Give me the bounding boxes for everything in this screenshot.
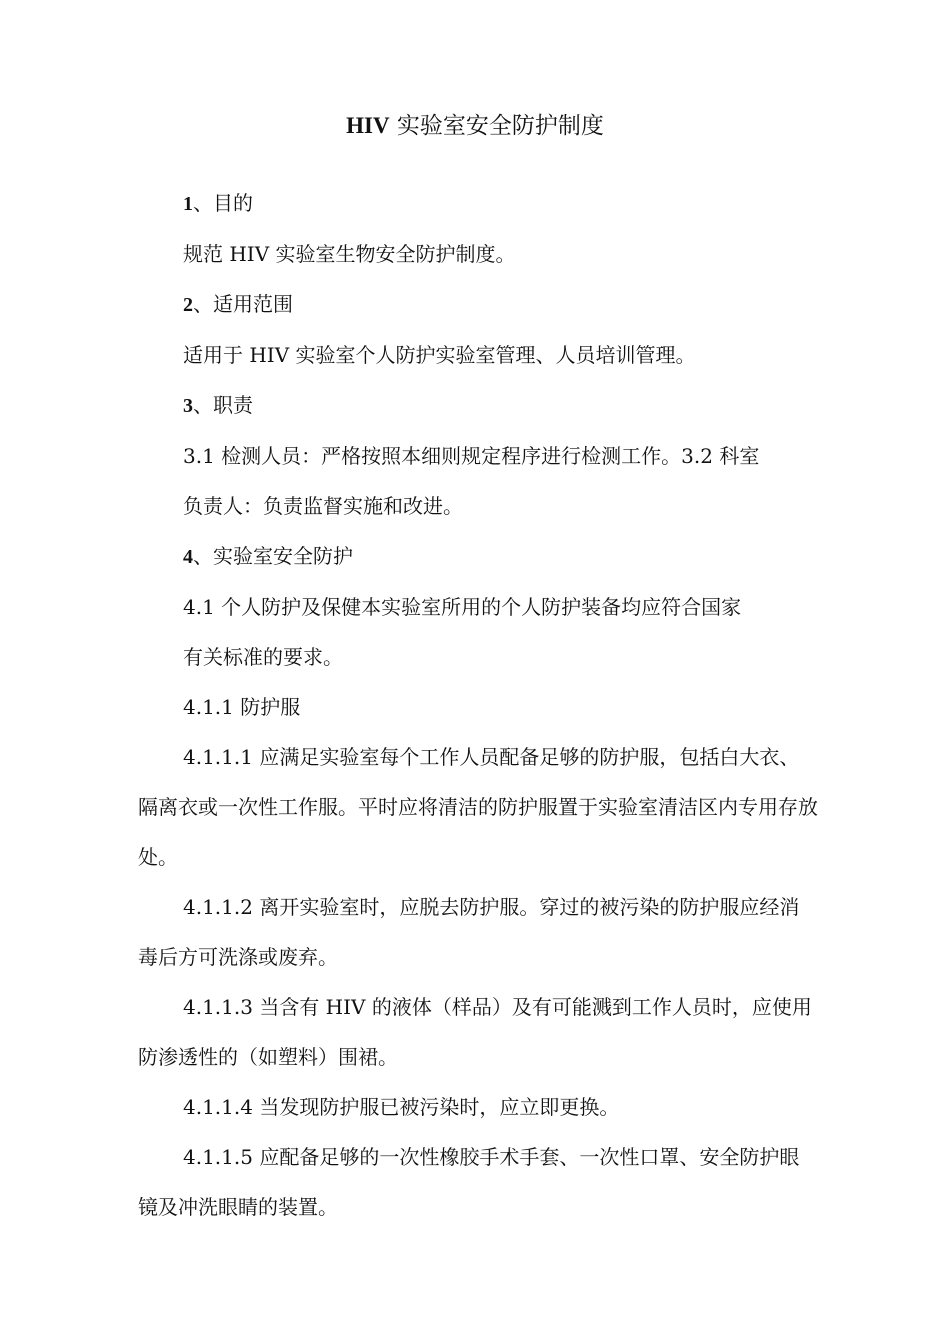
section-4-1-line-2: 有关标准的要求。 <box>183 645 343 669</box>
section-4-1-1-1: 4.1.1.1 应满足实验室每个工作人员配备足够的防护服，包括白大衣、隔离衣或一次性工作服。平时应将清洁的防护服置于实验室清洁区内专用存放处。 <box>138 745 818 869</box>
section-1-heading <box>138 178 818 229</box>
section-1-number: 1 <box>183 193 193 215</box>
section-1-title: 、目的 <box>193 191 253 215</box>
section-2-title: 、适用范围 <box>193 292 293 316</box>
section-4-title: 、实验室安全防护 <box>193 544 353 568</box>
section-4-1-1-3: 4.1.1.3 当含有 HIV 的液体（样品）及有可能溅到工作人员时，应使用防渗透性的（如塑料）围裙。 <box>138 995 812 1069</box>
section-4-1-1: 4.1.1 防护服 <box>183 695 301 719</box>
title-text: 实验室安全防护制度 <box>389 113 604 139</box>
section-4-heading <box>138 531 818 582</box>
section-2-heading <box>138 279 818 330</box>
section-3-number: 3 <box>183 395 193 417</box>
title-latin: HIV <box>346 113 390 138</box>
section-4-1-1-5: 4.1.1.5 应配备足够的一次性橡胶手术手套、一次性口罩、安全防护眼镜及冲洗眼睛的装置。 <box>138 1145 800 1219</box>
document-title <box>0 108 950 144</box>
section-4-number: 4 <box>183 546 193 568</box>
section-3-body-line-1: 3.1 检测人员：严格按照本细则规定程序进行检测工作。3.2 科室 <box>183 444 760 468</box>
section-4-1-1-4: 4.1.1.4 当发现防护服已被污染时，应立即更换。 <box>183 1095 620 1119</box>
section-3-body-line-2: 负责人：负责监督实施和改进。 <box>183 494 463 518</box>
section-3-heading <box>138 380 818 431</box>
section-3-title: 、职责 <box>193 393 253 417</box>
section-4-1-line-1: 4.1 个人防护及保健本实验室所用的个人防护装备均应符合国家 <box>183 595 742 619</box>
section-1-body: 规范 HIV 实验室生物安全防护制度。 <box>183 242 516 266</box>
section-4-1-1-2: 4.1.1.2 离开实验室时，应脱去防护服。穿过的被污染的防护服应经消毒后方可洗涤或废弃。 <box>138 895 800 969</box>
document-body <box>138 178 818 1232</box>
section-2-number: 2 <box>183 294 193 316</box>
section-2-body: 适用于 HIV 实验室个人防护实验室管理、人员培训管理。 <box>183 343 696 367</box>
